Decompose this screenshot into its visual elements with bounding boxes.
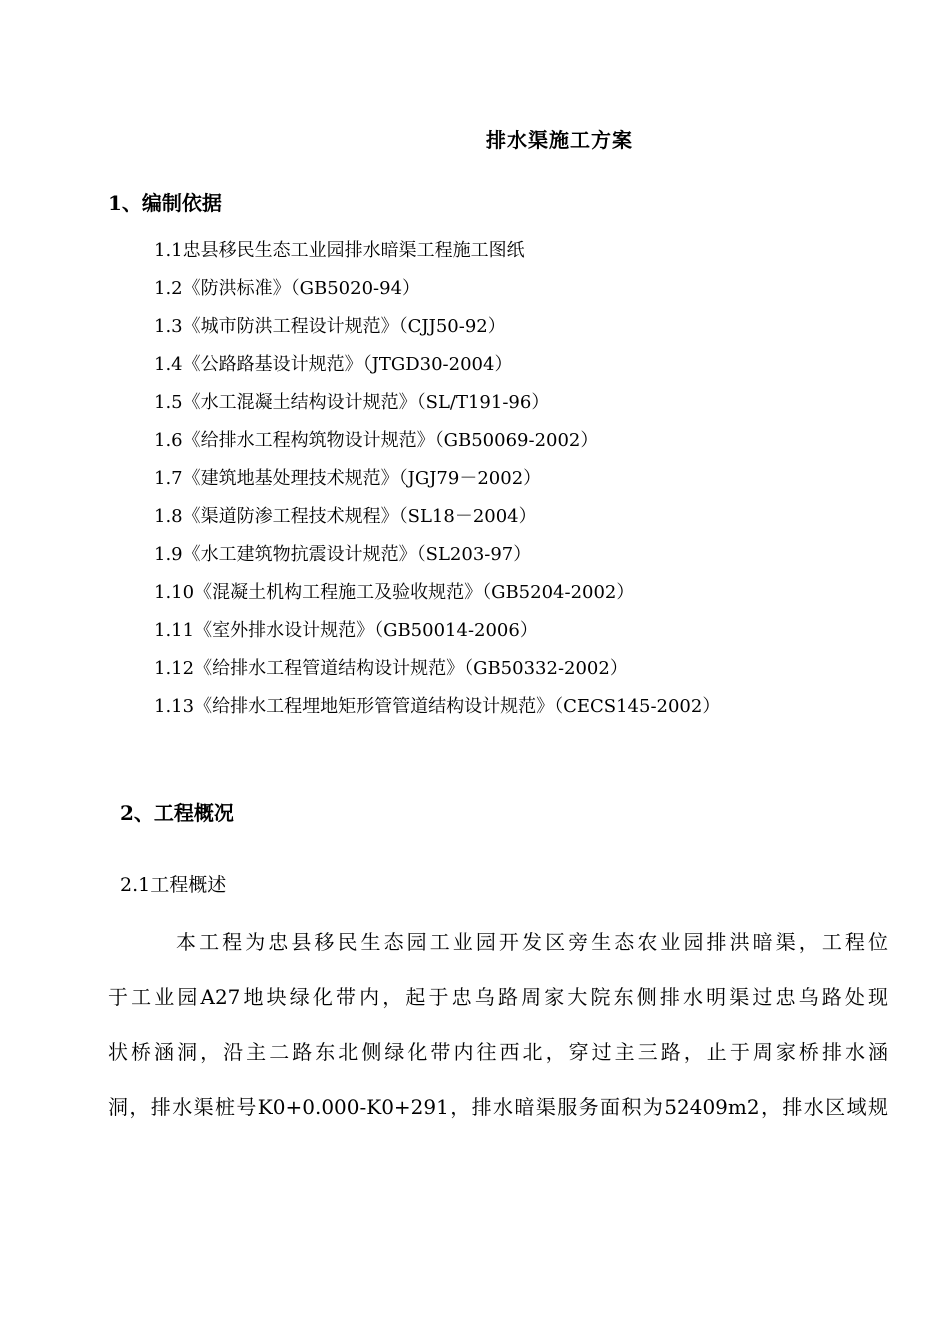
- section-heading-overview: 2、工程概况: [120, 801, 234, 825]
- subsection-heading: 2.1工程概述: [120, 874, 227, 896]
- list-item: 1.9《水工建筑物抗震设计规范》（SL203-97）: [154, 544, 532, 565]
- paragraph-line: 状桥涵洞，沿主二路东北侧绿化带内往西北，穿过主三路，止于周家桥排水涵: [108, 1040, 888, 1064]
- list-item: 1.1忠县移民生态工业园排水暗渠工程施工图纸: [154, 240, 525, 261]
- overview-paragraph: [108, 915, 888, 1135]
- list-item: 1.6《给排水工程构筑物设计规范》（GB50069-2002）: [154, 430, 599, 451]
- paragraph-line: 于工业园A27地块绿化带内，起于忠乌路周家大院东侧排水明渠过忠乌路处现: [108, 985, 888, 1009]
- list-item: 1.7《建筑地基处理技术规范》（JGJ79－2002）: [154, 468, 542, 489]
- list-item: 1.4《公路路基设计规范》（JTGD30-2004）: [154, 354, 513, 375]
- list-item: 1.5《水工混凝土结构设计规范》（SL/T191-96）: [154, 392, 550, 413]
- list-item: 1.8《渠道防渗工程技术规程》（SL18－2004）: [154, 506, 537, 527]
- reference-list: [154, 234, 720, 728]
- paragraph-line: 本工程为忠县移民生态园工业园开发区旁生态农业园排洪暗渠，工程位: [176, 930, 888, 954]
- list-item: 1.13《给排水工程埋地矩形管管道结构设计规范》（CECS145-2002）: [154, 696, 721, 717]
- section-heading-basis: 1、编制依据: [108, 191, 222, 215]
- list-item: 1.2《防洪标准》（GB5020-94）: [154, 278, 421, 299]
- paragraph-line: 洞，排水渠桩号K0+0.000-K0+291，排水暗渠服务面积为52409m2，排水区域规: [108, 1095, 888, 1119]
- list-item: 1.3《城市防洪工程设计规范》（CJJ50-92）: [154, 316, 506, 337]
- list-item: 1.10《混凝土机构工程施工及验收规范》（GB5204-2002）: [154, 582, 635, 603]
- list-item: 1.11《室外排水设计规范》（GB50014-2006）: [154, 620, 538, 641]
- list-item: 1.12《给排水工程管道结构设计规范》（GB50332-2002）: [154, 658, 628, 679]
- document-title: 排水渠施工方案: [486, 128, 633, 152]
